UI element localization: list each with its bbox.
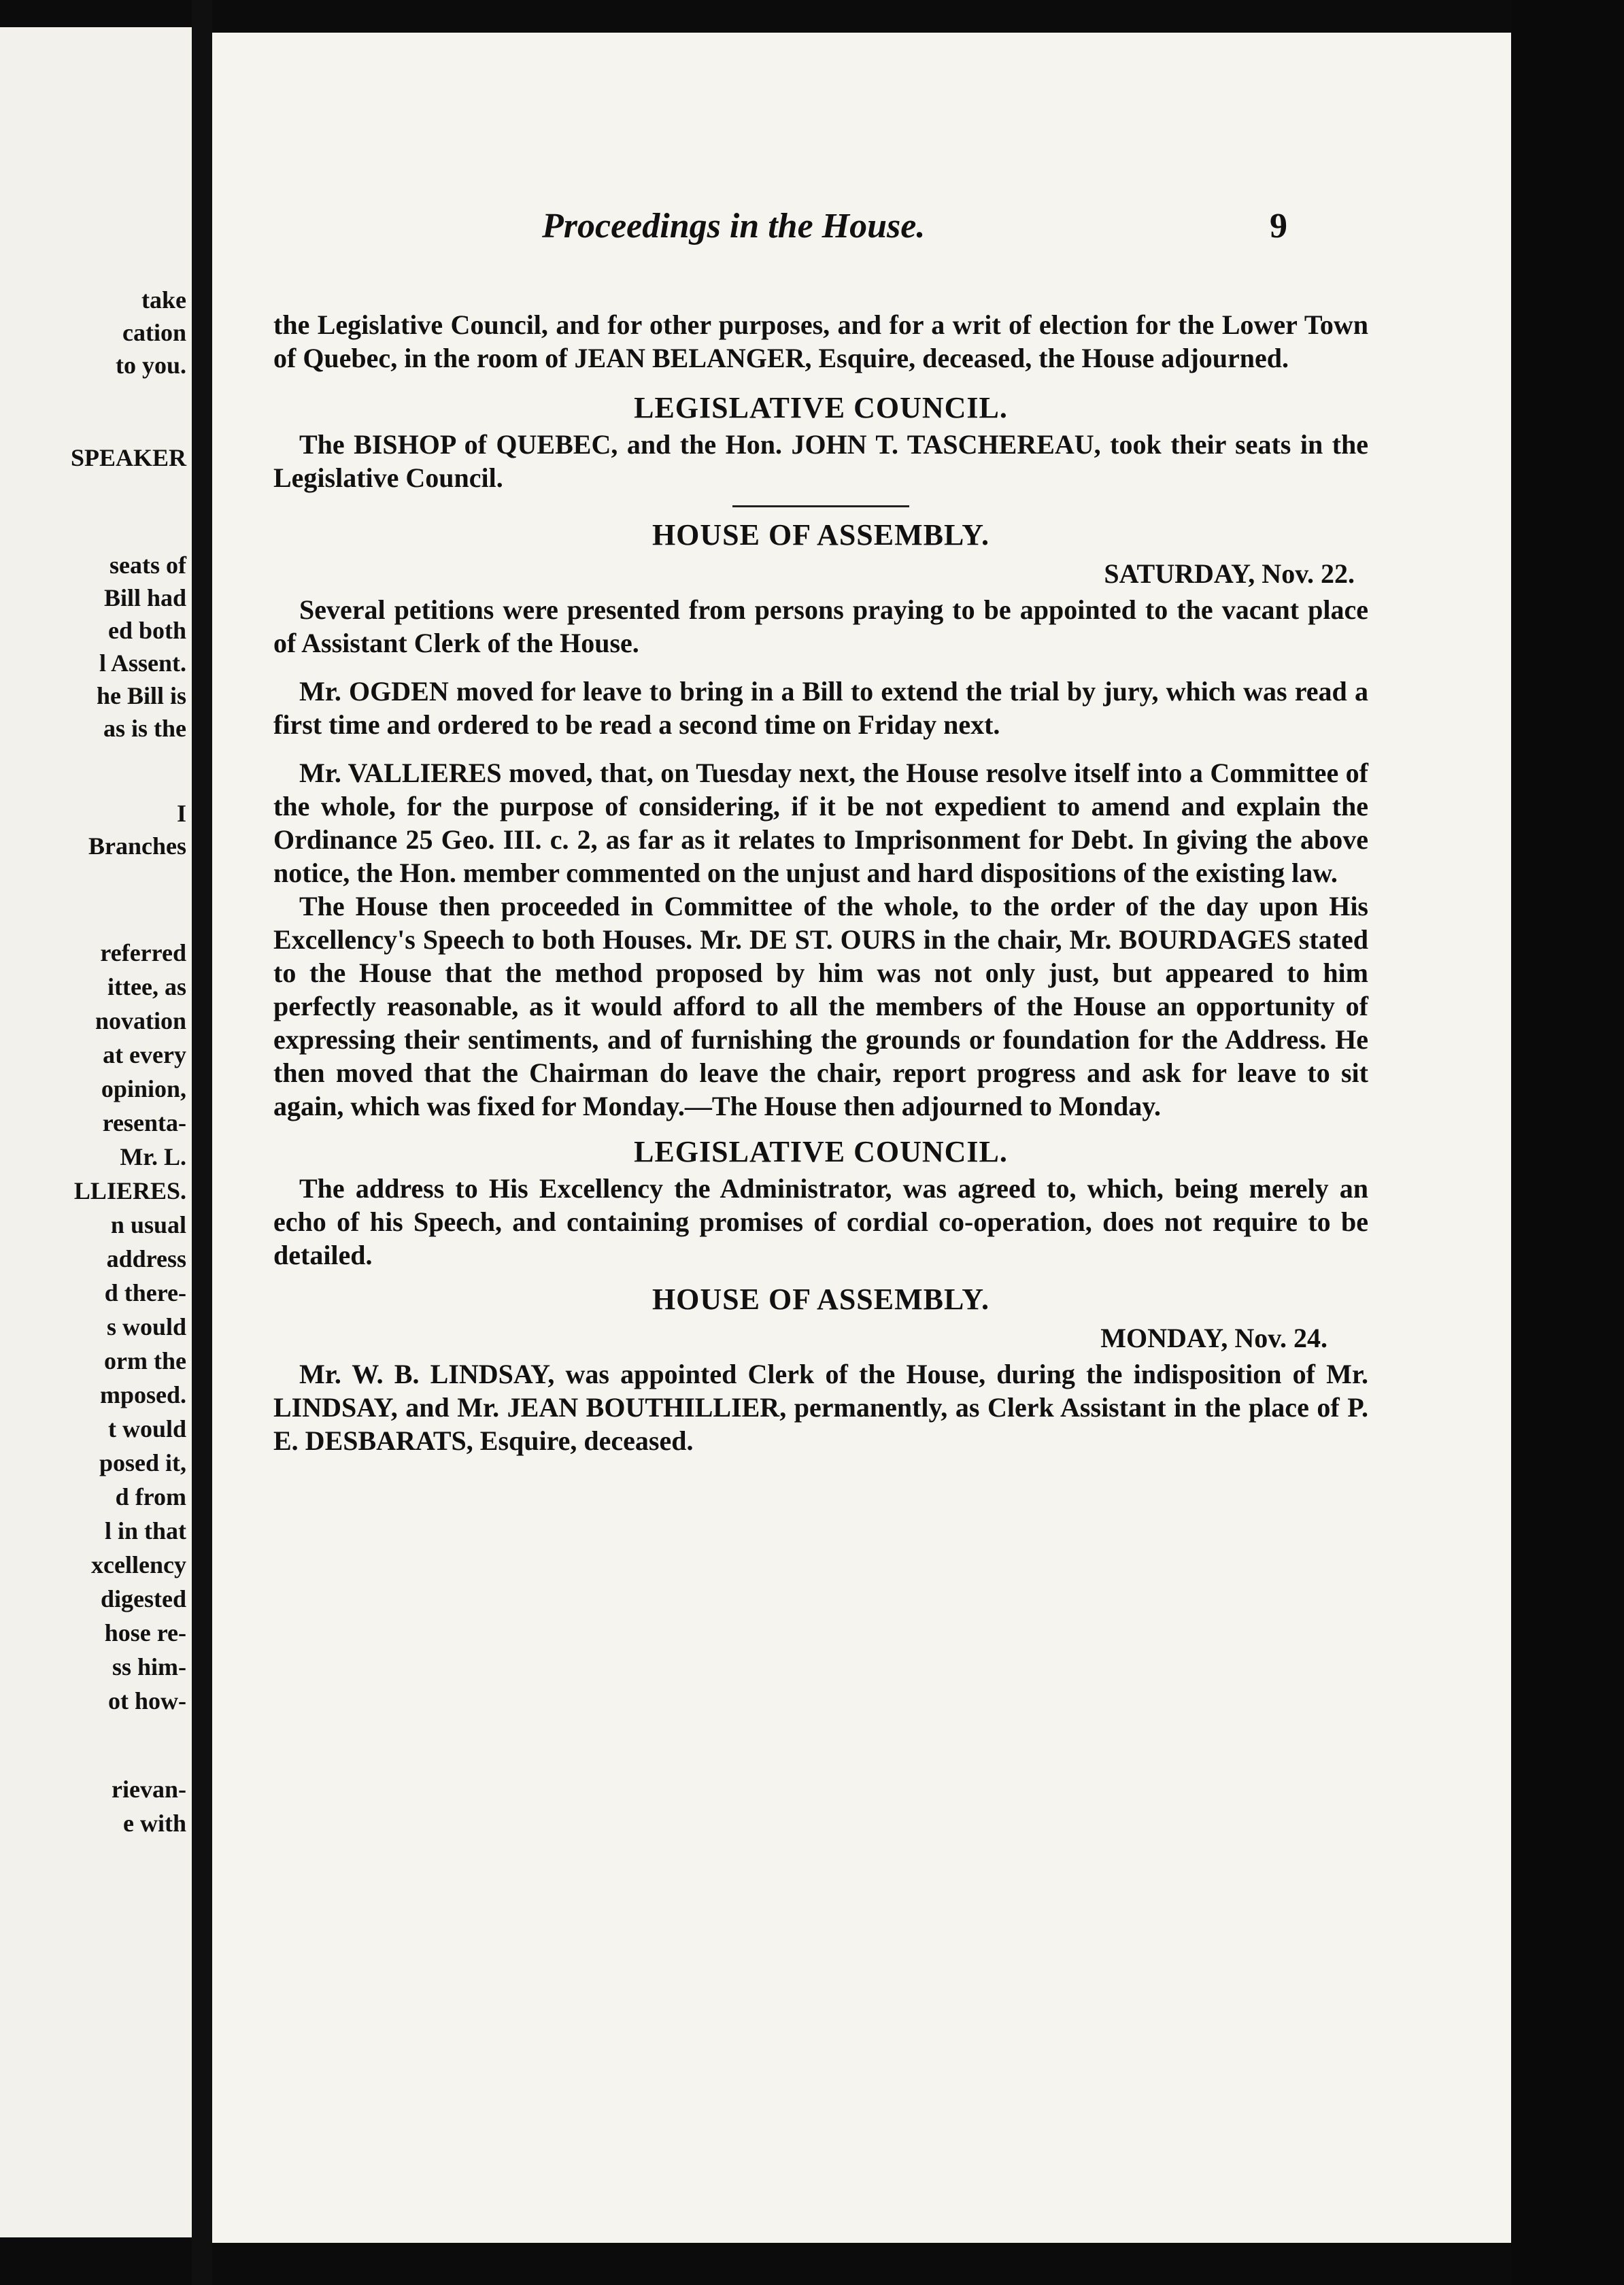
left-page-line: l Assent. [99, 649, 186, 677]
dateline: MONDAY, Nov. 24. [1100, 1323, 1327, 1353]
left-page-fragment [0, 27, 192, 2237]
right-page [212, 33, 1511, 2243]
left-page-line: cation [122, 319, 186, 346]
left-page-line: s would [106, 1313, 186, 1340]
left-page-line: rievan- [112, 1776, 186, 1803]
paragraph: Mr. VALLIERES moved, that, on Tuesday next, the House resolve itself into a Committee of the whole, for the purpose of considering, if it be not expedient to amend and explain the Ordinance 25 Geo. III. c. 2, as far as it relates to Imprisonment for Debt. In giving the above notice, the Hon. member commented on the unjust and hard dispositions of the existing law. [273, 758, 1368, 888]
paragraph: Several petitions were presented from persons praying to be appointed to the vacant place of Assistant Clerk of the House. [273, 594, 1368, 658]
running-head: Proceedings in the House. [542, 207, 926, 246]
left-page-line: referred [100, 939, 186, 966]
paragraph: Mr. W. B. LINDSAY, was appointed Clerk of the House, during the indisposition of Mr. LINDSAY, and Mr. JEAN BOUTHILLIER, permanently, as Clerk Assistant in the place of P. E. DESBARATS, Esquire, deceased. [273, 1359, 1368, 1456]
dateline: SATURDAY, Nov. 22. [1104, 558, 1355, 589]
paragraph: Mr. OGDEN moved for leave to bring in a Bill to extend the trial by jury, which was read a first time and ordered to be read a second time on Friday next. [273, 676, 1368, 740]
left-page-line: d there- [104, 1279, 186, 1306]
page-body [273, 203, 1368, 1457]
section-heading: LEGISLATIVE COUNCIL. [634, 1135, 1008, 1168]
left-page-line: posed it, [99, 1449, 186, 1476]
book-gutter [192, 0, 212, 2285]
paragraph: The address to His Excellency the Administrator, was agreed to, which, being merely an echo of his Speech, and containing promises of cordial co-operation, does not require to be detailed. [273, 1173, 1368, 1270]
left-page-line: to you. [115, 352, 186, 379]
left-page-line: digested [101, 1585, 186, 1612]
left-page-line: resenta- [102, 1109, 186, 1136]
left-page-line: novation [95, 1007, 186, 1034]
scan-border [1511, 0, 1624, 2285]
left-page-line: as is the [103, 715, 186, 742]
left-page-line: xcellency [91, 1551, 186, 1578]
left-page-line: ed both [107, 617, 186, 644]
section-heading: LEGISLATIVE COUNCIL. [634, 391, 1008, 424]
left-page-line: ss him- [112, 1653, 186, 1680]
left-page-line: ot how- [108, 1687, 186, 1714]
left-page-line: mposed. [99, 1381, 186, 1408]
left-page-line: orm the [104, 1347, 186, 1374]
paragraph: The House then proceeded in Committee of the whole, to the order of the day upon His Excellency's Speech to both Houses. Mr. DE ST. OURS in the chair, Mr. BOURDAGES stated to the House that the method proposed by him was not only just, but appeared to him perfectly reasonable, as it would afford to all the members of the House an opportunity of expressing their sentiments, and of furnishing the grounds or foundation for the Address. He then moved that the Chairman do leave the chair, report progress and ask for leave to sit again, which was fixed for Monday.—The House then adjourned to Monday. [273, 891, 1368, 1121]
left-page-line: hose re- [104, 1619, 186, 1646]
opening-paragraph: the Legislative Council, and for other purposes, and for a writ of election for the Lower Town of Quebec, in the room of JEAN BELANGER, Esquire, deceased, the House adjourned. [273, 309, 1368, 373]
left-page-line: t would [107, 1415, 186, 1442]
left-page-line: seats of [109, 552, 186, 579]
section-heading: HOUSE OF ASSEMBLY. [652, 518, 990, 552]
left-page-line: at every [103, 1041, 186, 1068]
left-page-line: Branches [88, 832, 186, 860]
section-divider [732, 505, 909, 507]
paragraph: The BISHOP of QUEBEC, and the Hon. JOHN T. TASCHEREAU, took their seats in the Legislative Council. [273, 429, 1368, 493]
left-page-line: e with [123, 1810, 186, 1837]
left-page-line: n usual [110, 1211, 186, 1238]
left-page-line: address [106, 1245, 186, 1272]
left-page-line: l in that [104, 1517, 186, 1544]
left-page-line: I [176, 800, 186, 827]
left-page-line: take [141, 286, 186, 314]
section-heading: HOUSE OF ASSEMBLY. [652, 1283, 990, 1316]
page-number: 9 [1270, 207, 1287, 246]
left-page-line: d from [115, 1483, 186, 1510]
left-page-line: ittee, as [107, 973, 186, 1000]
left-page-line: he Bill is [96, 682, 186, 709]
left-page-line: Mr. L. [120, 1143, 186, 1170]
left-page-line: opinion, [101, 1075, 186, 1102]
left-page-line: LLIERES. [73, 1177, 186, 1204]
left-page-line: Bill had [103, 584, 186, 611]
left-page-line: SPEAKER [70, 444, 186, 471]
